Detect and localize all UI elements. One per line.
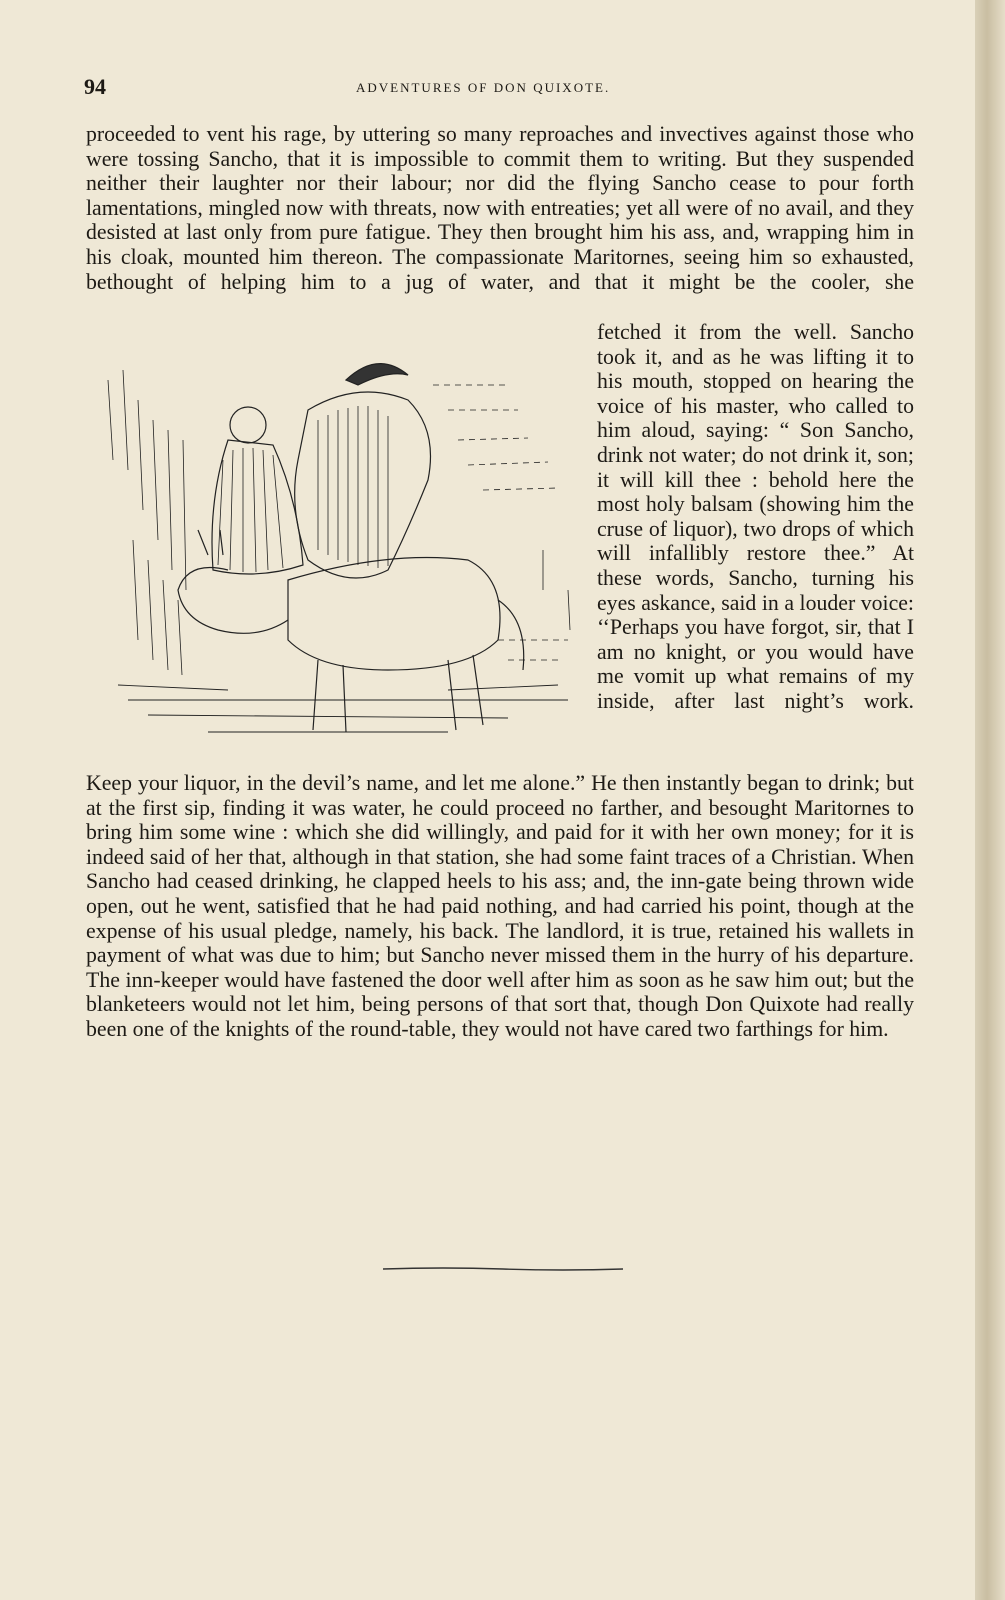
engraving-illustration (88, 340, 588, 765)
running-head: ADVENTURES OF DON QUIXOTE. (356, 80, 611, 95)
end-ornament-rule (383, 1266, 623, 1272)
text-top: proceeded to vent his rage, by uttering so many reproaches and invectives against those who were tossing Sancho, that it is impossible to commit them to writing. But they suspended neither their laughter nor their labour; nor did the flying Sancho cease to pour forth lamentations, mingled now with threats, now with entreaties; yet all were of no avail, and they desisted at last only from pure fatigue. They then brought him his ass, and, wrapping him in his cloak, mounted him thereon. The compassionate Maritornes, seeing him so exhausted, bethought of helping him to a jug of water, and that it might be the cooler, she (86, 122, 914, 294)
page-edge (975, 0, 1005, 1600)
text-bottom: Keep your liquor, in the devil’s name, and let me alone.” He then instantly began to drink; but at the first sip, finding it was water, he could proceed no farther, and besought Maritornes to bring him some wine : which she did willingly, and paid for it with her own money; for it is indeed said of her that, although in that station, she had some faint traces of a Christian. When Sancho had ceased drinking, he clapped heels to his ass; and, the inn-gate being thrown wide open, out he went, satisfied that he had paid nothing, and had carried his point, though at the expense of his usual pledge, namely, his back. The landlord, it is true, retained his wallets in payment of what was due to him; but Sancho never missed them in the hurry of his departure. The inn-keeper would have fastened the door well after him as soon as he saw him out; but the blanketeers would not let him, being persons of that sort that, though Don Quixote had really been one of the knights of the round-table, they would not have cared two farthings for him. (86, 771, 914, 1041)
page-number: 94 (84, 74, 106, 99)
text-side-column: fetched it from the well. Sancho took it, and as he was lifting it to his mouth, stopped on hearing the voice of his master, who called to him aloud, saying: “ Son Sancho, drink not water; do not drink it, son; it will kill thee : behold here the most holy balsam (showing him the cruse of liquor), two drops of which will infallibly restore thee.” At these words, Sancho, turning his eyes askance, said in a louder voice: ‘‘Perhaps you have forgot, sir, that I am no knight, or you would have me vomit up what remains of my inside, after last night’s work. (597, 320, 914, 713)
page-header (84, 74, 914, 100)
